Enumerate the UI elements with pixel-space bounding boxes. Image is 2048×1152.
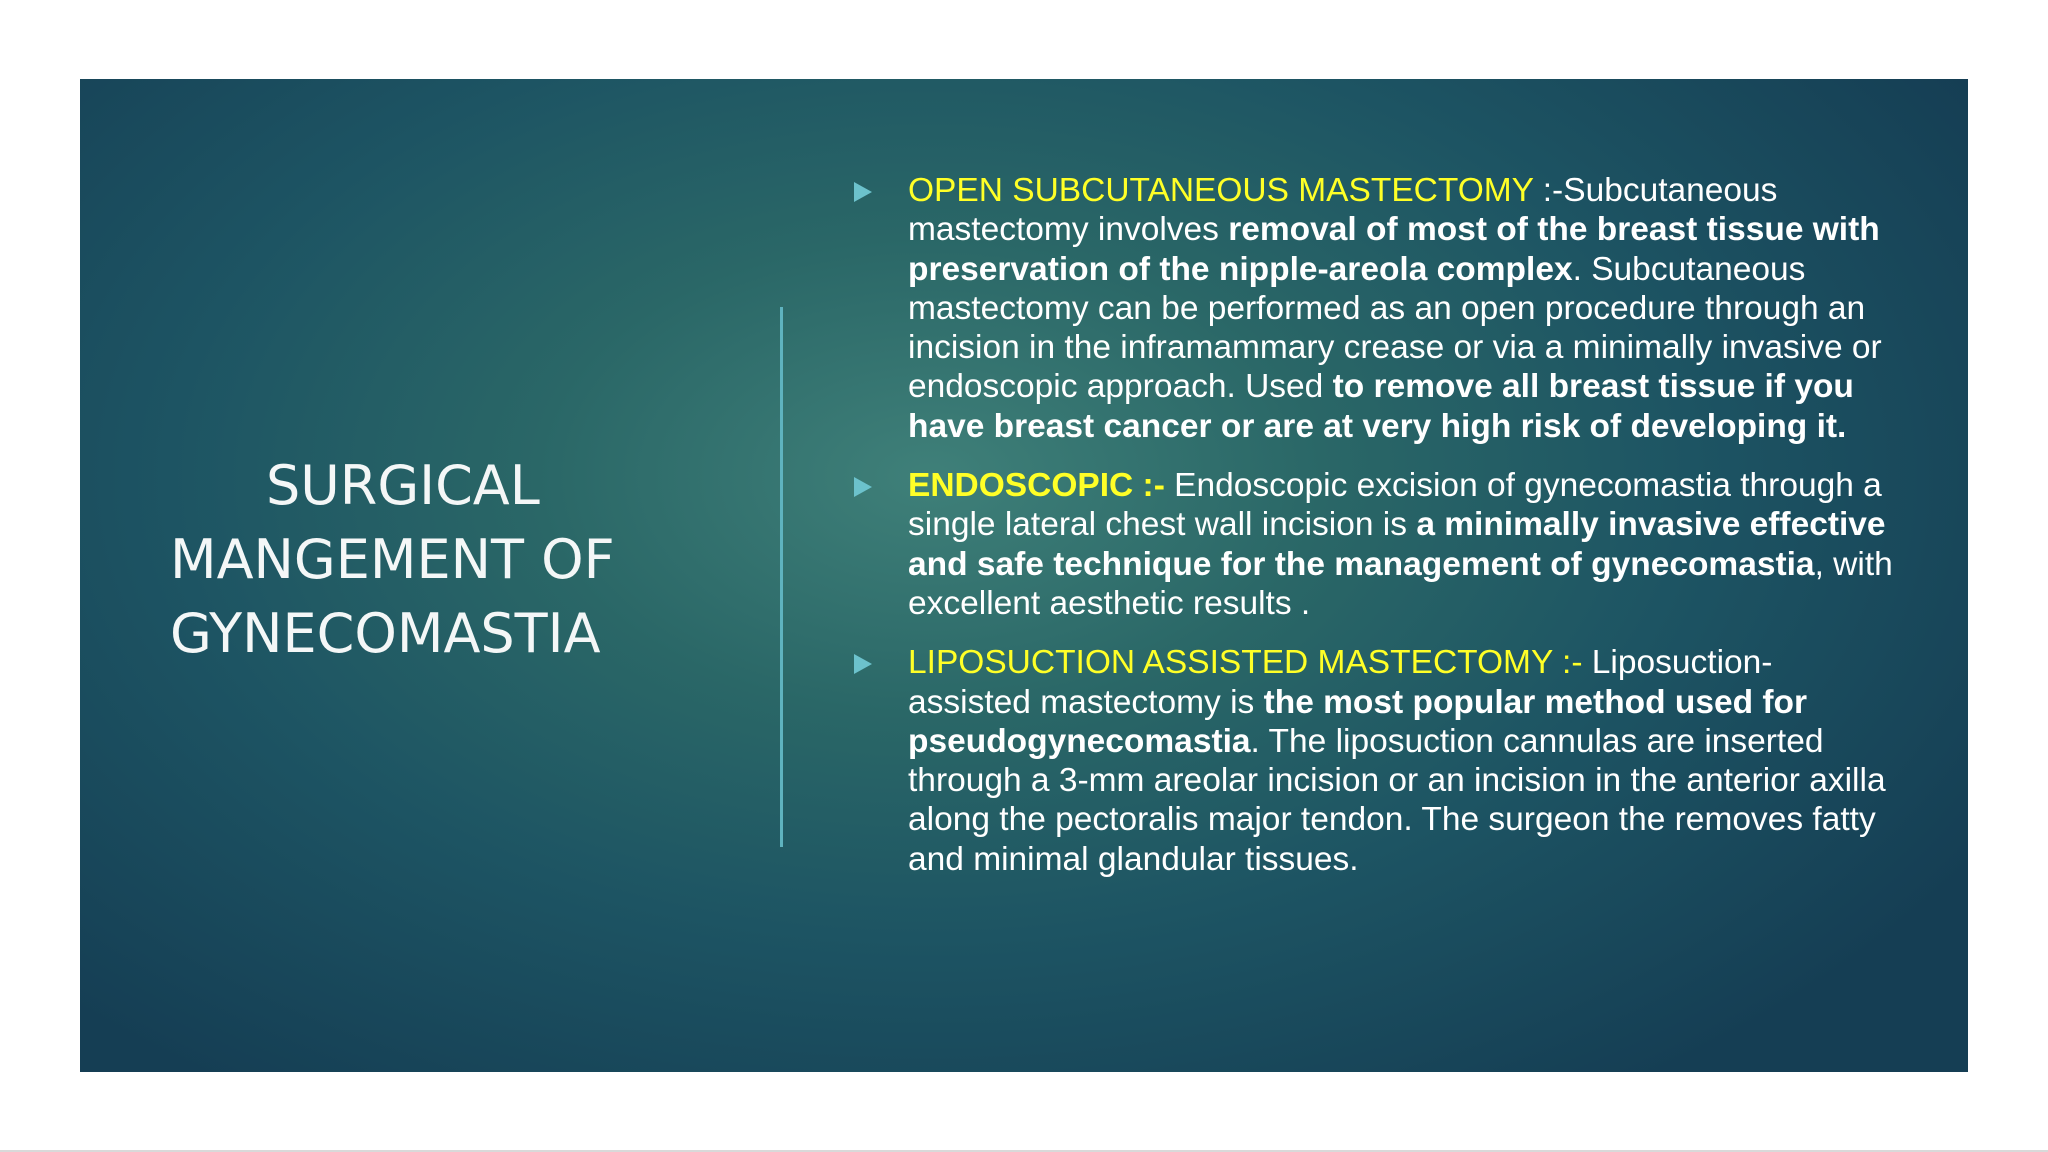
bullet-bold-text: the most popular method used for pseudogynecomastia (908, 683, 1808, 760)
bullet-text: Liposuction-assisted mastectomy is (908, 644, 1773, 721)
slide-title (170, 449, 700, 671)
bullet-list (850, 171, 1895, 899)
bullet-text: . Subcutaneous mastectomy can be performed as an open procedure through an incision in the inframammary crease or via a minimally invasive or endoscopic approach. Used (908, 250, 1882, 406)
slide-title-line: GYNECOMASTIA (170, 602, 601, 665)
triangle-bullet-icon (854, 477, 872, 497)
vertical-divider (780, 307, 783, 847)
bullet-open-subcutaneous-mastectomy (850, 171, 1895, 446)
bullet-endoscopic (850, 466, 1895, 623)
bullet-separator: :- (1533, 172, 1564, 209)
bullet-heading: OPEN SUBCUTANEOUS MASTECTOMY (908, 172, 1534, 209)
bullet-text: Endoscopic excision of gynecomastia through a single lateral chest wall incision is (908, 467, 1882, 544)
bullet-text: . The liposuction cannulas are inserted through a 3-mm areolar incision or an incision in the anterior axilla along the pectoralis major tendon. The surgeon the removes fatty and minimal glandular tissues. (908, 722, 1886, 878)
triangle-bullet-icon (854, 182, 872, 202)
bullet-text: , with excellent aesthetic results . (908, 545, 1893, 622)
slide-title-line: MANGEMENT OF (170, 528, 615, 591)
bullet-bold-text: to remove all breast tissue if you have breast cancer or are at very high risk of developing it. (908, 368, 1854, 445)
bullet-bold-text: removal of most of the breast tissue with preservation of the nipple-areola complex (908, 211, 1880, 288)
bullet-bold-text: a minimally invasive effective and safe technique for the management of gynecomastia (908, 506, 1886, 583)
bullet-heading: LIPOSUCTION ASSISTED MASTECTOMY (908, 644, 1553, 682)
slide (80, 79, 1968, 1072)
bullet-separator: :- (1552, 644, 1583, 682)
bullet-heading: ENDOSCOPIC :- (908, 467, 1165, 505)
bullet-text: Subcutaneous mastectomy involves (908, 172, 1778, 249)
bullet-liposuction-assisted-mastectomy (850, 643, 1895, 879)
slide-title-line: SURGICAL (266, 454, 540, 517)
triangle-bullet-icon (854, 654, 872, 674)
